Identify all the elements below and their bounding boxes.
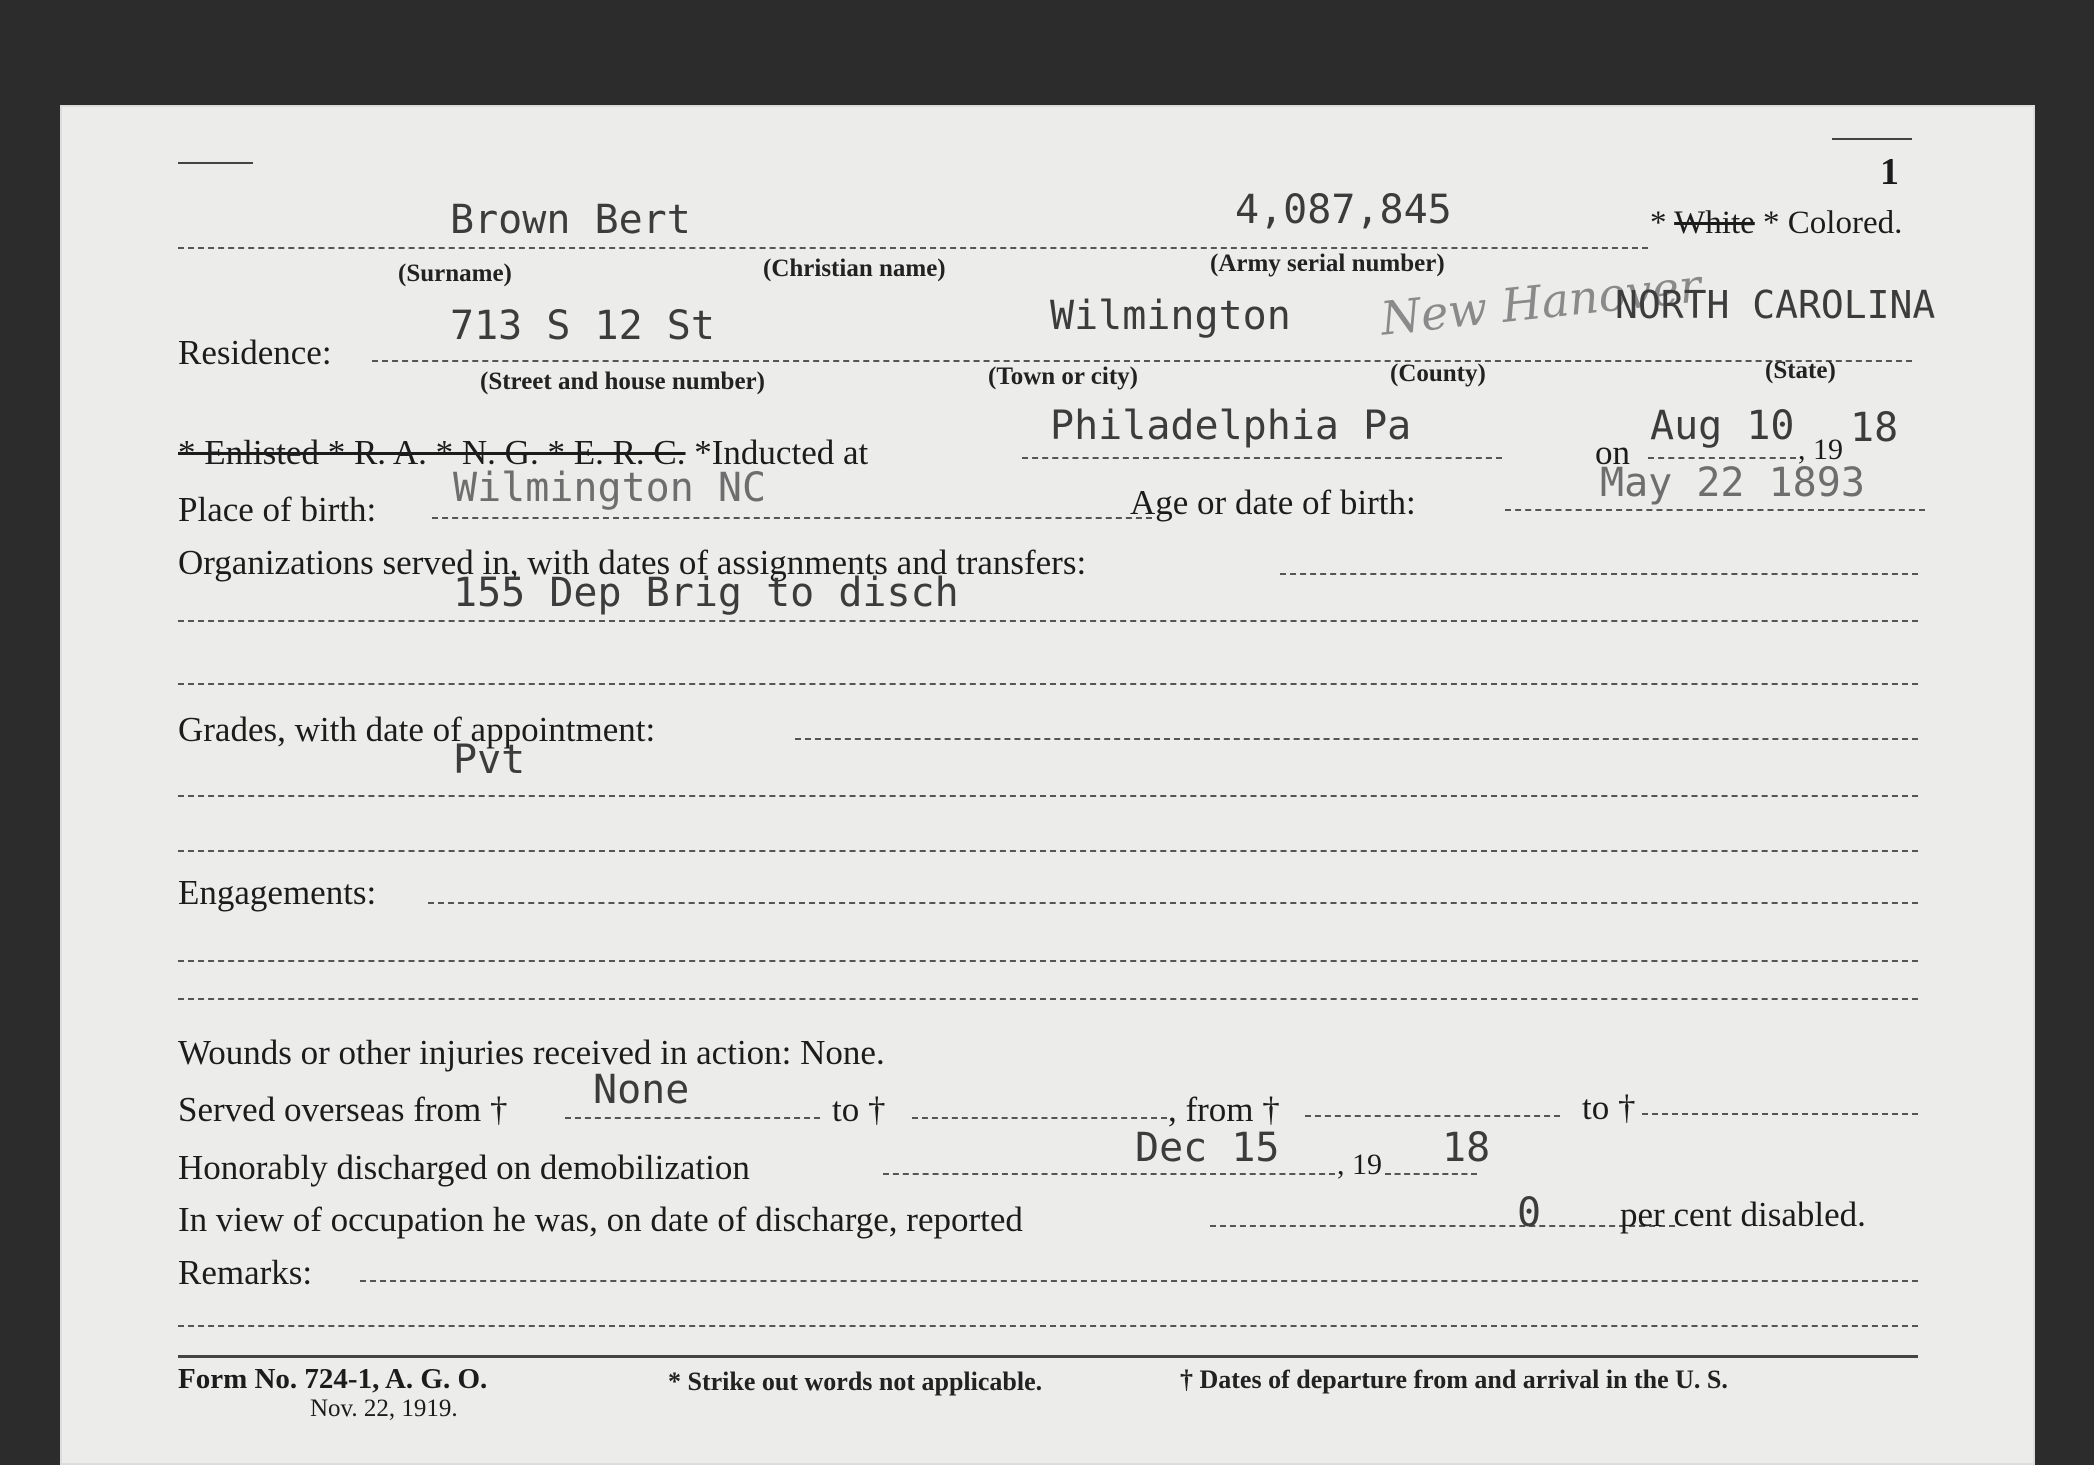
engagements-label: Engagements: [178,873,377,912]
overseas-value: None [593,1067,690,1113]
organizations-value: 155 Dep Brig to disch [453,570,959,616]
footnote-strike-out: * Strike out words not applicable. [668,1367,1043,1396]
disabled-label: per cent disabled. [1620,1195,1866,1234]
birth-place-value: Wilmington NC [453,465,767,511]
grades-line-1 [795,738,1918,740]
discharge-year-line [1385,1173,1477,1175]
race-prefix: * [1650,205,1675,241]
overseas-from2-label: , from † [1168,1090,1280,1129]
birth-place-line [432,517,1152,519]
card-number: 1 [1880,151,1899,193]
county-handwritten: New Hanover [1378,258,1704,346]
disability-value: 0 [1517,1190,1542,1236]
inducted-place-line [1022,457,1502,459]
overseas-to-line [912,1117,1167,1119]
occupation-label: In view of occupation he was, on date of discharge, reported [178,1200,1023,1239]
birth-place-label: Place of birth: [178,490,377,529]
engagements-line-3 [178,998,1918,1000]
residence-label: Residence: [178,333,332,372]
inducted-date-value: Aug 10 [1650,403,1795,449]
inducted-place-value: Philadelphia Pa [1050,403,1412,449]
caption-christian-name: (Christian name) [763,255,946,282]
overseas-to-label: to † [832,1090,886,1129]
remarks-line-2 [178,1325,1918,1327]
residence-line [372,360,1912,362]
remarks-line-1 [360,1280,1918,1282]
caption-street: (Street and house number) [480,368,765,395]
footnote-dates: † Dates of departure from and arrival in the U. S. [1180,1365,1728,1394]
grades-value: Pvt [453,737,526,783]
top-left-rule [178,162,253,164]
discharge-year-prefix: , 19 [1337,1148,1382,1181]
top-right-rule [1832,138,1912,140]
street-value: 713 S 12 St [450,303,715,349]
disability-line [1210,1225,1675,1227]
organizations-line-2 [178,620,1918,622]
discharge-date-line [883,1173,1335,1175]
overseas-from2-line [1305,1115,1560,1117]
organizations-line-1 [1280,573,1918,575]
caption-serial-number: (Army serial number) [1210,250,1445,277]
grades-label: Grades, with date of appointment: [178,710,656,749]
year-prefix: , 19 [1798,433,1843,466]
caption-town: (Town or city) [988,363,1138,390]
organizations-line-3 [178,683,1918,685]
enlisted-options: * Enlisted * R. A. * N. G. * E. R. C. [178,433,686,472]
engagements-line-1 [428,902,1918,904]
organizations-label: Organizations served in, with dates of assignments and transfers: [178,543,1087,582]
overseas-from-line [565,1117,820,1119]
birth-date-line [1505,509,1925,511]
grades-line-2 [178,795,1918,797]
discharge-year-value: 18 [1442,1125,1491,1171]
town-value: Wilmington [1050,293,1291,339]
state-value: NORTH CAROLINA [1615,283,1936,327]
inducted-label: *Inducted at [685,433,869,472]
caption-county: (County) [1390,360,1486,387]
engagements-line-2 [178,960,1918,962]
birth-date-value: May 22 1893 [1600,460,1865,506]
grades-line-3 [178,850,1918,852]
inducted-date-line [1648,457,1796,459]
service-record-card [60,105,2035,1465]
age-label: Age or date of birth: [1130,483,1416,522]
wounds-label: Wounds or other injuries received in action: None. [178,1033,885,1072]
name-line [178,247,1648,249]
caption-state: (State) [1765,357,1836,384]
race-options [1650,205,1902,242]
form-date: Nov. 22, 1919. [310,1395,458,1422]
discharge-date-value: Dec 15 [1135,1125,1280,1171]
race-white: White [1674,205,1755,241]
on-label: on [1595,433,1630,472]
inducted-year-value: 18 [1850,405,1899,451]
footer-rule [178,1355,1918,1358]
overseas-label: Served overseas from † [178,1090,508,1129]
surname-value: Brown Bert [450,197,691,243]
overseas-to2-line [1642,1113,1918,1115]
overseas-to2-label: to † [1582,1088,1636,1127]
serial-number-value: 4,087,845 [1235,187,1452,233]
race-colored: * Colored. [1754,205,1903,241]
form-number: Form No. 724-1, A. G. O. [178,1363,488,1395]
discharged-label: Honorably discharged on demobilization [178,1148,750,1187]
caption-surname: (Surname) [398,260,512,287]
remarks-label: Remarks: [178,1253,313,1292]
